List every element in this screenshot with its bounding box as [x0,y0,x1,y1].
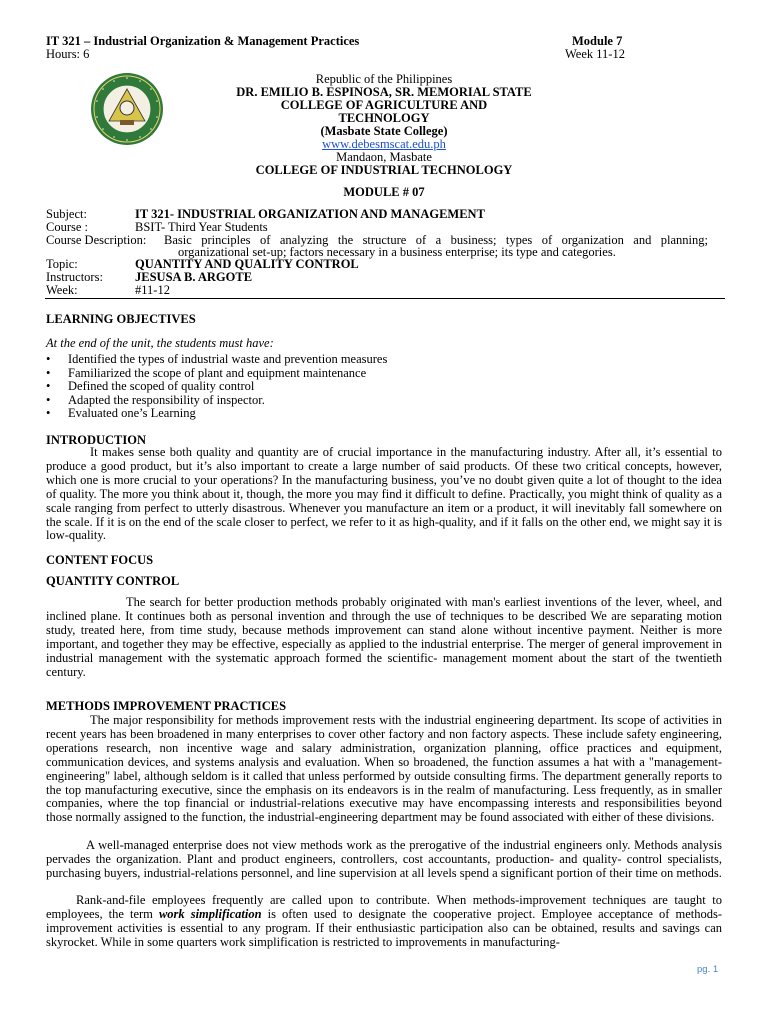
course-value: BSIT- Third Year Students [135,220,268,234]
institution-name-1: DR. EMILIO B. ESPINOSA, SR. MEMORIAL STATE [236,85,532,99]
instructor-value: JESUSA B. ARGOTE [135,270,253,284]
list-item: • Evaluated one’s Learning [46,406,196,420]
introduction-text: It makes sense both quality and quantity are of crucial importance in the manufacturing industry. After all, it’s essential to produce a good product, but it’s also important to create a large number of said products. Of these two critical concepts, however, which one is more crucial to your operations? In the manufacturing business, you’ve no doubt given quite a lot of thought to the idea of quality. The more you think about it, though, the more you may find it difficult to define. Practically, you might think of quality as a scale ranging from perfect to utterly disastrous. Whenever you manufacture an item or a product, it will inevitably fall somewhere on the scale. If it is on the end of the scale closer to perfect, we refer to it as high-quality, and if it falls on the other end, we might say it is low-quality. [46,445,722,543]
objectives-list [46,353,387,421]
work-simplification-term: work simplification [158,906,262,921]
quantity-control-text: The search for better production methods probably originated with man's earliest inventions of the lever, wheel, and inclined plane. It continues both as personal invention and through the use of techniques to be described We are separating motion study, treated here, from time study, because methods improvement can stand alone without incentive payment. Neither is more important, and together they may be effective, especially as applied to the industrial enterprise. The merger of general improvement in industrial management with the systematic approach formed the scientific- management moment about the start of the twentieth century. [46,595,722,679]
list-item: • Familiarized the scope of plant and equipment maintenance [46,365,367,380]
list-item: • Adapted the responsibility of inspector. [46,392,265,407]
college-name: COLLEGE OF INDUSTRIAL TECHNOLOGY [255,163,513,177]
course-description-line2: organizational set-up; factors necessary in a business enterprise; its type and categories. [178,245,616,259]
institution-alias: (Masbate State College) [320,124,448,138]
hours-label: Hours: 6 [46,47,90,61]
republic-line: Republic of the Philippines [315,72,453,86]
course-description-label: Course Description: [46,233,147,247]
topic-value: QUANTITY AND QUALITY CONTROL [135,257,359,271]
quantity-control-heading: QUANTITY CONTROL [46,574,180,588]
institution-name-2: COLLEGE OF AGRICULTURE AND [280,98,488,112]
location-line: Mandaon, Masbate [336,150,432,164]
course-title: IT 321 – Industrial Organization & Management Practices [46,34,360,48]
institution-name-3: TECHNOLOGY [338,111,430,125]
week-label: Week 11-12 [565,47,625,61]
objectives-intro: At the end of the unit, the students must have: [46,336,274,350]
objectives-heading: LEARNING OBJECTIVES [46,312,196,326]
week-info-label: Week: [46,283,78,297]
methods-paragraph-2: A well-managed enterprise does not view methods work as the prerogative of the industrial engineers only. Methods analysis pervades the organization. Plant and product engineers, controllers, cost accountants, production- and quality- control specialists, purchasing buyers, industrial-relations personnel, and line supervision at all levels spend a significant portion of their time on methods. [46,838,722,880]
methods-heading: METHODS IMPROVEMENT PRACTICES [46,699,287,713]
module-label: Module 7 [572,34,623,48]
module-number: MODULE # 07 [343,185,425,199]
topic-label: Topic: [46,257,78,271]
website-link[interactable]: www.debesmscat.edu.ph [322,137,446,151]
list-item: • Defined the scoped of quality control [46,379,255,393]
instructor-label: Instructors: [46,270,103,284]
methods-paragraph-1: The major responsibility for methods improvement rests with the industrial engineering department. Its scope of activities in recent years has been broadened in many enterprises to cover other factory and non factory aspects. These include safety engineering, operations research, non incentive wage and salary administration, organization planning, office practices and equipment, communication devices, and systems analysis and evaluation. When so broadened, the function assumes a hat with a "management-engineering" label, although seldom is it called that unless performed by outside consulting firms. The department generally reports to the top manufacturing executive, since the emphasis on its endeavors is in the realm of manufacturing. Less frequently, as in smaller companies, where the top financial or industrial-relations executive may have encompassing interests and responsibilities beyond those normally assigned to the function, the industrial-engineering department may be found associated with either of these divisions. [46,713,722,825]
methods-paragraph-3: Rank-and-file employees frequently are called upon to contribute. When methods-improvement techniques are taught to employees, the term work simplification is often used to designate the cooperative project. Employee acceptance of methods-improvement activities is essential to any program. If their enthusiastic participation also can be obtained, results and savings can skyrocket. While in some quarters work simplification is restricted to improvements in manufacturing- [46,893,722,949]
list-item: • Identified the types of industrial waste and prevention measures [46,352,388,366]
header-divider [45,298,725,299]
week-info-value: #11-12 [135,283,170,297]
page-number: pg. 1 [697,964,719,975]
introduction-heading: INTRODUCTION [46,433,147,447]
subject-value: IT 321- INDUSTRIAL ORGANIZATION AND MANAGEMENT [135,207,485,221]
content-focus-heading: CONTENT FOCUS [46,553,154,567]
course-description-line1: Basic principles of analyzing the structure of a business; types of organization and planning; [164,233,708,247]
subject-label: Subject: [46,207,87,221]
course-label: Course : [46,220,89,234]
